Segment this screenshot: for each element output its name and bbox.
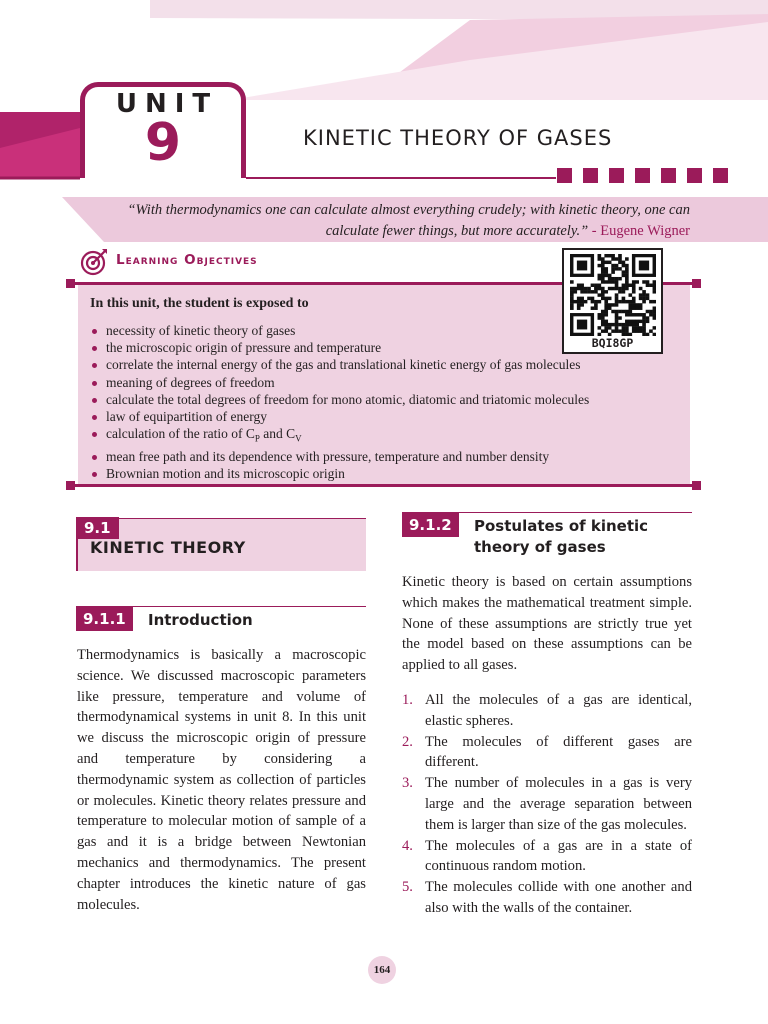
- subsection-title: Introduction: [148, 611, 253, 629]
- subsection-number: 9.1.2: [402, 513, 459, 537]
- list-text: The number of molecules in a gas is very large and the average separation between them is larger than size of the gas molecules.: [425, 775, 692, 833]
- list-item: correlate the internal energy of the gas and translational kinetic energy of gas molecules: [90, 356, 589, 373]
- rule-cap: [692, 279, 701, 288]
- list-item: Brownian motion and its microscopic origin: [90, 465, 589, 482]
- list-number: 4.: [402, 837, 413, 854]
- qr-code-label: BQI8GP: [591, 336, 634, 350]
- list-text: The molecules of different gases are different.: [425, 733, 692, 771]
- qr-code-box[interactable]: [562, 248, 663, 354]
- list-item: [90, 425, 589, 448]
- list-item: [402, 732, 692, 774]
- objectives-intro: In this unit, the student is exposed to: [90, 296, 309, 311]
- list-text: The molecules collide with one another and also with the walls of the container.: [425, 879, 692, 916]
- quote-text: “With thermodynamics one can calculate almost everything crudely; with kinetic theory, one can calculate fewer things, but more accurately.”: [127, 202, 690, 239]
- rule-cap: [66, 481, 75, 490]
- rule-cap: [692, 481, 701, 490]
- decorative-squares: [557, 168, 728, 183]
- objectives-list: [90, 322, 589, 483]
- ratio-text: calculation of the ratio of C: [106, 426, 255, 442]
- list-number: 5.: [402, 879, 413, 896]
- objectives-bottom-rule: [70, 484, 697, 487]
- list-text: The molecules of a gas are in a state of continuous random motion.: [425, 837, 692, 875]
- list-item: the microscopic origin of pressure and temperature: [90, 339, 589, 356]
- list-item: [402, 877, 692, 919]
- chapter-quote: [110, 200, 690, 242]
- subsection-title: [474, 516, 648, 558]
- section-title: KINETIC THEORY: [90, 538, 246, 557]
- rule-cap: [66, 279, 75, 288]
- list-number: 2.: [402, 733, 413, 750]
- ratio-sub-v: V: [295, 433, 302, 444]
- list-item: [402, 773, 692, 835]
- page-number: 164: [368, 956, 396, 984]
- unit-badge: [80, 82, 246, 178]
- subsection-title-line: theory of gases: [474, 538, 606, 556]
- introduction-paragraph: Thermodynamics is basically a macroscopic science. We discussed macroscopic parameters like pressure, temperature and volume of thermodynamical systems in unit 8. In this unit we discuss the microscopic origin of pressure and temperature by considering a thermodynamic system as collection of particles or molecules. Kinetic theory relates pressure and temperature to molecular motion of sample of a gas and it is a bridge between Newtonian mechanics and thermodynamics. The present chapter introduces the kinetic nature of gas molecules.: [77, 647, 366, 913]
- subsection-title-line: Postulates of kinetic: [474, 517, 649, 535]
- qr-code[interactable]: [570, 254, 656, 336]
- list-item: [402, 690, 692, 732]
- section-number: 9.1: [76, 517, 119, 539]
- list-item: calculate the total degrees of freedom for mono atomic, diatomic and triatomic molecules: [90, 391, 589, 408]
- quote-author: - Eugene Wigner: [591, 223, 690, 239]
- postulates-list: [402, 690, 692, 919]
- ratio-sub-p: P: [254, 433, 260, 444]
- target-icon: [80, 248, 108, 276]
- subsection-number: 9.1.1: [76, 607, 133, 631]
- list-item: necessity of kinetic theory of gases: [90, 322, 589, 339]
- list-item: mean free path and its dependence with pressure, temperature and number density: [90, 448, 589, 465]
- list-number: 3.: [402, 775, 413, 792]
- list-item: meaning of degrees of freedom: [90, 374, 589, 391]
- list-number: 1.: [402, 692, 413, 708]
- unit-number: 9: [144, 113, 182, 173]
- list-item: [402, 836, 692, 878]
- list-text: All the molecules of a gas are identical, elastic spheres.: [425, 692, 692, 729]
- learning-objectives-heading: Learning Objectives: [116, 252, 258, 268]
- chapter-title: KINETIC THEORY OF GASES: [303, 126, 613, 150]
- ratio-and: and C: [259, 426, 296, 442]
- unit-word: UNIT: [115, 89, 219, 119]
- list-item: law of equipartition of energy: [90, 408, 589, 425]
- postulates-intro: Kinetic theory is based on certain assumptions which makes the mathematical treatment simple. None of these assumptions are strictly true yet the model based on these assumptions can be applied to all gases.: [402, 574, 692, 674]
